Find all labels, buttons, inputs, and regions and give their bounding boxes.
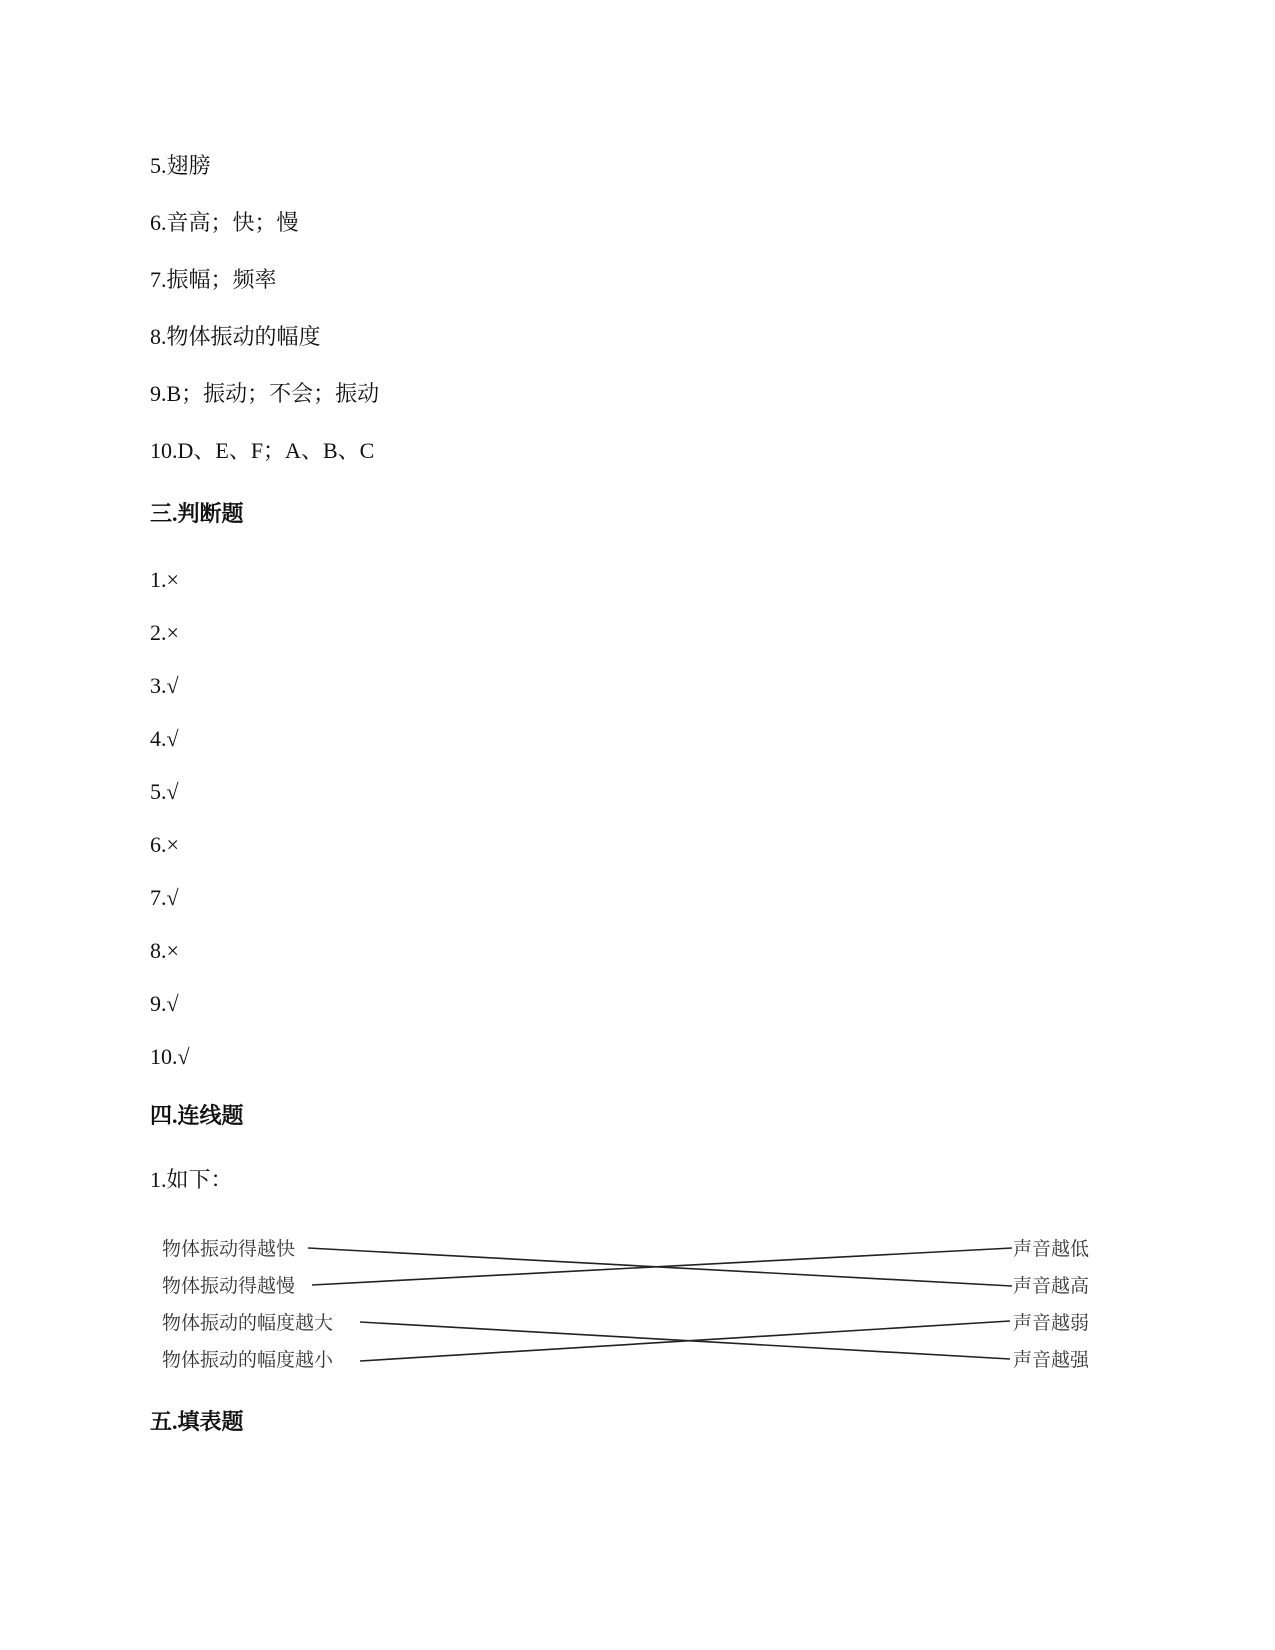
match-right-item-4: 声音越强 [1013,1349,1090,1371]
match-left-item-1: 物体振动得越快 [162,1238,296,1260]
judge-answer-8: 8.× [150,938,179,963]
judge-answer-3: 3.√ [150,673,179,698]
match-left-item-4: 物体振动的幅度越小 [162,1349,334,1371]
matching-diagram [150,1228,1120,1378]
match-left-item-3: 物体振动的幅度越大 [162,1312,334,1334]
match-left-item-2: 物体振动得越慢 [162,1275,296,1297]
fill-answer-6: 6.音高；快；慢 [150,210,299,235]
table-heading: 五.填表题 [150,1409,244,1434]
judge-answer-9: 9.√ [150,991,179,1016]
fill-answer-8: 8.物体振动的幅度 [150,324,321,349]
judge-answer-7: 7.√ [150,885,179,910]
judge-answer-5: 5.√ [150,779,179,804]
fill-answer-7: 7.振幅；频率 [150,267,277,292]
judge-answer-2: 2.× [150,620,179,645]
judge-heading: 三.判断题 [150,501,244,526]
judge-answer-1: 1.× [150,567,179,592]
judge-answer-6: 6.× [150,832,179,857]
match-intro: 1.如下： [150,1167,233,1192]
match-right-item-3: 声音越弱 [1013,1312,1090,1334]
fill-answer-9: 9.B；振动；不会；振动 [150,381,380,406]
match-right-item-1: 声音越低 [1013,1238,1090,1260]
match-right-item-2: 声音越高 [1013,1275,1090,1297]
judge-answer-10: 10.√ [150,1044,190,1069]
fill-answer-5: 5.翅膀 [150,153,211,178]
match-heading: 四.连线题 [150,1103,244,1128]
judge-answer-4: 4.√ [150,726,179,751]
fill-answer-10: 10.D、E、F；A、B、C [150,438,375,463]
